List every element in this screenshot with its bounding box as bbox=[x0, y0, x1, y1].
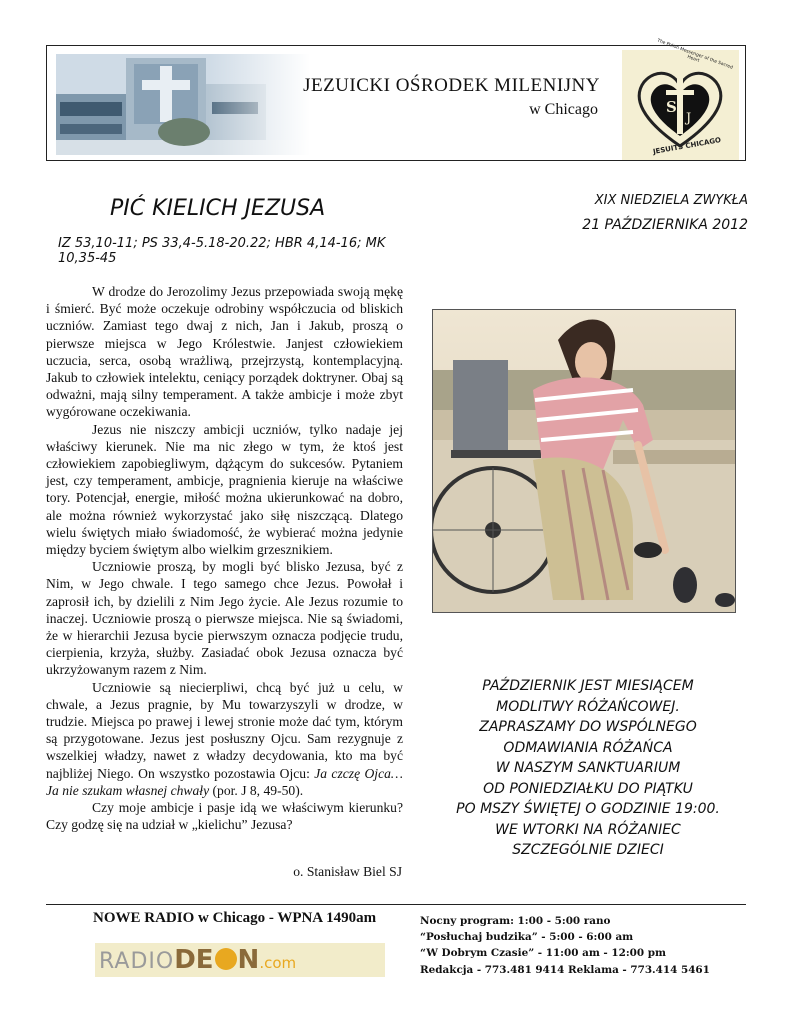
liturgical-sunday: XIX NIEDZIELA ZWYKŁA bbox=[594, 193, 748, 208]
heart-cross-logo-icon bbox=[622, 38, 739, 160]
radio-logo-suffix: .com bbox=[259, 954, 297, 972]
rosary-announcement bbox=[440, 676, 736, 861]
radio-logo-radio: RADIO bbox=[99, 949, 175, 974]
announcement-line: OD PONIEDZIAŁKU DO PIĄTKU bbox=[483, 780, 693, 797]
announcement-line: WE WTORKI NA RÓŻANIEC bbox=[495, 821, 681, 838]
scripture-readings: IZ 53,10-11; PS 33,4-5.18-20.22; HBR 4,14-16; MK 10,35-45 bbox=[58, 236, 386, 266]
footer-divider bbox=[46, 904, 746, 905]
announcement-line: ODMAWIANIA RÓŻAŃCA bbox=[503, 739, 673, 756]
logo-ring-text: The Polish Messenger of the Sacred Heart bbox=[656, 38, 734, 71]
announcement-line: SZCZEGÓLNIE DZIECI bbox=[512, 842, 664, 858]
program-line: Redakcja - 773.481 9414 Reklama - 773.414 5461 bbox=[420, 963, 710, 976]
article-paragraph: Czy moje ambicje i pasje idą we właściwym kierunku? Czy godzę się na udział w „kielichu” Jezusa? bbox=[46, 800, 403, 833]
org-city: w Chicago bbox=[529, 101, 598, 118]
scripture-reference: (por. J 8, 49-50). bbox=[209, 782, 304, 798]
article-paragraph: W drodze do Jerozolimy Jezus przepowiada swoją mękę i śmierć. Być może oczekuje odrobiny współczucia od bliskich uczniów. Zamiast tego dwaj z nich, Jan i Jakub, proszą o pierwsze miejsca w Jego Królestwie. Janjest człowiekiem uczucia, serca, osobą wrażliwą, przejrzystą, kontemplacyjną. Jakub to człowiek intelektu, ceniący porządek doktryner. Obaj są odważni, mają silny temperament. A także ambicje i może zbyt wygórowane oczekiwania. bbox=[46, 284, 403, 420]
radio-deon-logo bbox=[95, 943, 385, 977]
program-line: Nocny program: 1:00 - 5:00 rano bbox=[420, 915, 611, 927]
article-paragraph: Uczniowie proszą, by mogli być blisko Jezusa, być z Nim, w Jego chwale. I tego samego chce Jezus. Powołał i zaprosił ich, by dzielili z Nim Jego życie. Ale Jezus rozumie to inaczej. Uczniowie proszą o pierwsze miejsca. Nie są świadomi, że w hierarchii Jezusa bycie pierwszym oznacza podjęcie trudu, cierpienia, krzyża, służby. Zasiadać obok Jezusa oznacza być ukrzyżowanym razem z Nim. bbox=[46, 559, 403, 678]
program-line: “W Dobrym Czasie” - 11:00 am - 12:00 pm bbox=[420, 947, 666, 960]
radio-logo-n: N bbox=[237, 945, 260, 975]
svg-text:S: S bbox=[666, 98, 677, 116]
program-line: “Posłuchaj budzika” - 5:00 - 6:00 am bbox=[420, 931, 634, 944]
svg-text:J: J bbox=[686, 111, 692, 126]
radio-logo-de: DE bbox=[174, 945, 214, 975]
article-paragraph bbox=[46, 679, 403, 799]
org-name: JEZUICKI OŚRODEK MILENIJNY bbox=[303, 75, 600, 96]
radio-station-title: NOWE RADIO w Chicago - WPNA 1490am bbox=[93, 910, 377, 926]
announcement-line: PO MSZY ŚWIĘTEJ O GODZINIE 19:00. bbox=[456, 801, 720, 817]
radio-logo-sun-icon bbox=[215, 948, 237, 970]
article-body bbox=[46, 283, 403, 834]
announcement-line: ZAPRASZAMY DO WSPÓLNEGO bbox=[479, 719, 697, 735]
page-title: PIĆ KIELICH JEZUSA bbox=[110, 196, 326, 221]
announcement-line: W NASZYM SANKTUARIUM bbox=[495, 760, 681, 776]
church-building-image bbox=[56, 54, 310, 155]
logo-bottom-text: JESUITS CHICAGO bbox=[652, 136, 722, 156]
announcement-line: PAŹDZIERNIK JEST MIESIĄCEM bbox=[482, 678, 694, 694]
scripture-quote: Ja czczę Ojca… Ja nie szukam własnej chwały bbox=[46, 765, 403, 798]
woman-in-wheelchair-feeding-pigeons-photo bbox=[432, 309, 736, 613]
article-paragraph: Jezus nie niszczy ambicji uczniów, tylko nadaje jej właściwy kierunek. Nie ma nic złego w tym, że ktoś jest człowiekiem zapobiegliwym, dążącym do sukcesów. Pytaniem jest, czy temperament, ambicje, pragnienia kieruje na właściwe tory. Potencjał, energie, miłość można ukierunkować na dobro, ale można również wykorzystać jako siłę niszczącą. Dlatego wielu świętych miało świadomość, że wybierać można jedynie między byciem świętym albo wielkim grzesznikiem. bbox=[46, 421, 403, 558]
article-paragraph-text: Uczniowie są niecierpliwi, chcą być już u celu, w chwale, a Jezus pragnie, by Mu towarzyszyli w drodze, w trudzie. Miejsca po prawej i lewej stronie może dać tym, którym są przygotowane. Jezus jest posłuszny Ojcu. Sam rezygnuje z wszelkiej władzy, nawet z władzy decydowania, kto ma być najbliżej Niego. On wszystko pozostawia Ojcu: bbox=[46, 679, 403, 781]
author-signature: o. Stanisław Biel SJ bbox=[293, 864, 402, 879]
announcement-line: MODLITWY RÓŻAŃCOWEJ. bbox=[496, 698, 680, 715]
issue-date: 21 PAŹDZIERNIKA 2012 bbox=[582, 217, 748, 233]
radio-program-schedule bbox=[420, 913, 750, 978]
